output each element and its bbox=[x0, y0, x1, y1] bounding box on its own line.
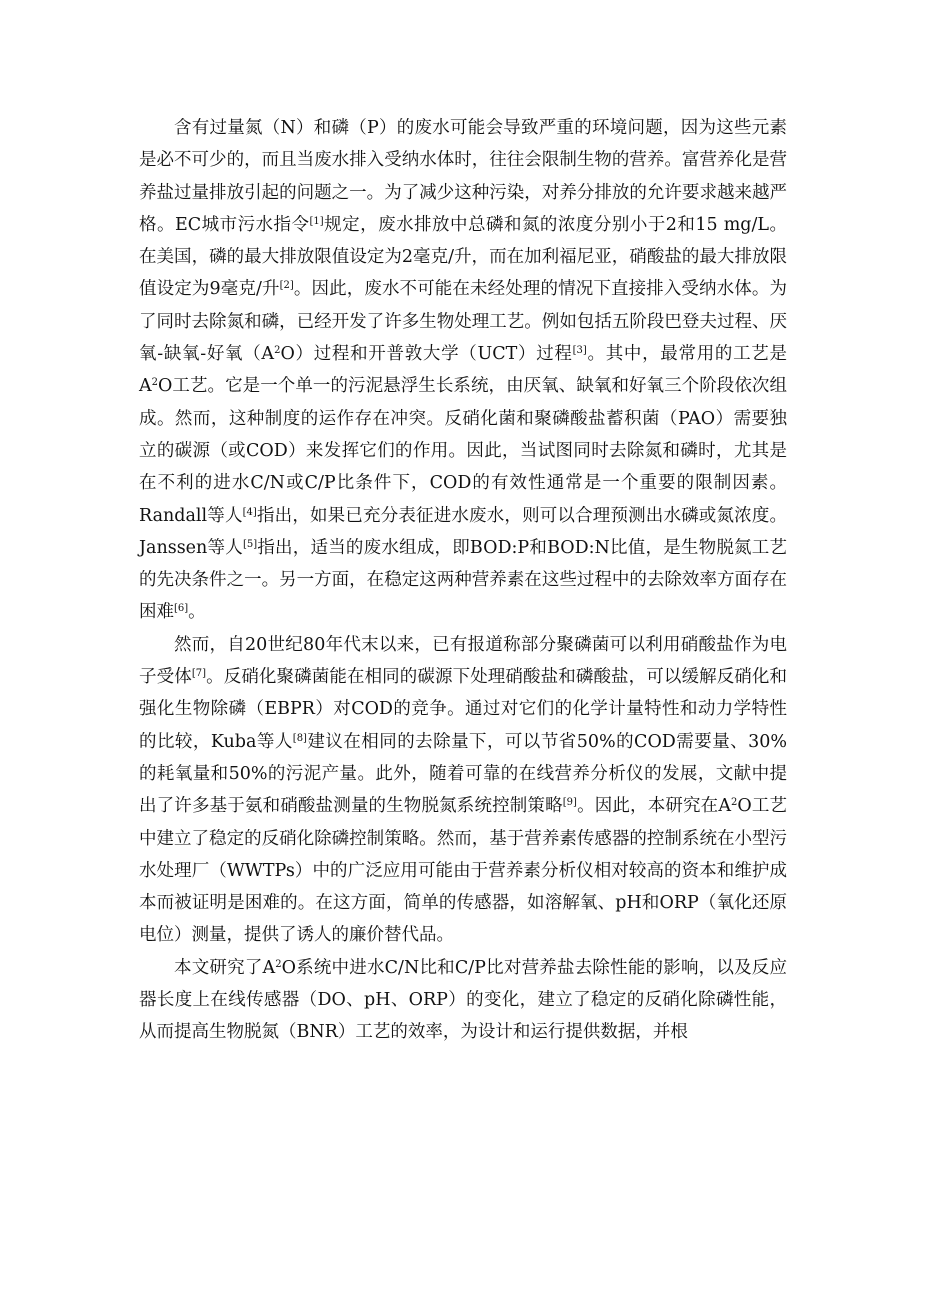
superscript: [5] bbox=[242, 538, 258, 550]
superscript: [3] bbox=[572, 345, 587, 357]
text-run: 然而，自20世纪80年代末以来，已有报道称部分聚磷菌可以利用硝酸盐作为电子受体 bbox=[139, 634, 787, 688]
document-body bbox=[139, 112, 787, 1049]
superscript: [6] bbox=[174, 603, 189, 615]
superscript: [8] bbox=[292, 732, 307, 744]
body-paragraph bbox=[139, 952, 787, 1049]
superscript: [9] bbox=[562, 797, 577, 809]
text-run: 指出，适当的废水组成，即BOD:P和BOD:N比值，是生物脱氮工艺的先决条件之一。另一方面，在稳定这两种营养素在这些过程中的去除效率方面存在困难 bbox=[139, 537, 787, 623]
text-run: 规定，废水排放中总磷和氮的浓度分别小于2和15 mg/L。在美国，磷的最大排放限值设定为2毫克/升，而在加利福尼亚，硝酸盐的最大排放限值设定为9毫克/升 bbox=[139, 214, 787, 300]
superscript: [2] bbox=[279, 280, 294, 292]
superscript: 2 bbox=[275, 958, 282, 970]
superscript: 2 bbox=[274, 345, 281, 357]
superscript: 2 bbox=[151, 377, 159, 389]
superscript: [4] bbox=[242, 506, 257, 518]
text-run: 。因此，本研究在A bbox=[576, 796, 731, 817]
body-paragraph bbox=[139, 629, 787, 952]
body-paragraph bbox=[139, 112, 787, 629]
superscript: [7] bbox=[191, 668, 206, 680]
text-run: 。 bbox=[188, 602, 206, 623]
text-run: 。其中，最常用的工艺是A bbox=[139, 344, 788, 397]
text-run: O系统中进水C/N比和C/P比对营养盐去除性能的影响，以及反应器长度上在线传感器（DO、pH、ORP）的变化，建立了稳定的反硝化除磷性能，从而提高生物脱氮（BNR）工艺的效率，为设计和运行提供数据，并根 bbox=[139, 957, 787, 1043]
text-run: 。反硝化聚磷菌能在相同的碳源下处理硝酸盐和磷酸盐，可以缓解反硝化和强化生物除磷（EBPR）对COD的竞争。通过对它们的化学计量特性和动力学特性的比较，Kuba等人 bbox=[139, 667, 788, 752]
text-run: 建议在相同的去除量下，可以节省50%的COD需要量、30%的耗氧量和50%的污泥产量。此外，随着可靠的在线营养分析仪的发展，文献中提出了许多基于氨和硝酸盐测量的生物脱氮系统控制策略 bbox=[139, 731, 787, 817]
text-run: O工艺。它是一个单一的污泥悬浮生长系统，由厌氧、缺氧和好氧三个阶段依次组成。然而，这种制度的运作存在冲突。反硝化菌和聚磷酸盐蓄积菌（PAO）需要独立的碳源（或COD）来发挥它们的作用。因此，当试图同时去除氮和磷时，尤其是在不利的进水C/N或C/P比条件下，COD的有效性通常是一个重要的限制因素。Randall等人 bbox=[139, 376, 787, 526]
text-run: 含有过量氮（N）和磷（P）的废水可能会导致严重的环境问题，因为这些元素是必不可少的，而且当废水排入受纳水体时，往往会限制生物的营养。富营养化是营养盐过量排放引起的问题之一。为了减少这种污染，对养分排放的允许要求越来越严格。EC城市污水指令 bbox=[139, 118, 787, 235]
text-run: O工艺中建立了稳定的反硝化除磷控制策略。然而，基于营养素传感器的控制系统在小型污水处理厂（WWTPs）中的广泛应用可能由于营养素分析仪相对较高的资本和维护成本而被证明是困难的。在这方面，简单的传感器，如溶解氧、pH和ORP（氧化还原电位）测量，提供了诱人的廉价替代品。 bbox=[139, 796, 788, 946]
text-run: 指出，如果已充分表征进水废水，则可以合理预测出水磷或氮浓度。Janssen等人 bbox=[139, 505, 787, 558]
text-run: 。因此，废水不可能在未经处理的情况下直接排入受纳水体。为了同时去除氮和磷，已经开发了许多生物处理工艺。例如包括五阶段巴登夫过程、厌氧-缺氧-好氧（A bbox=[139, 279, 787, 365]
text-run: 本文研究了A bbox=[174, 957, 276, 978]
text-run: O）过程和开普敦大学（UCT）过程 bbox=[280, 344, 573, 365]
superscript: [1] bbox=[309, 215, 324, 227]
superscript: 2 bbox=[730, 797, 738, 809]
